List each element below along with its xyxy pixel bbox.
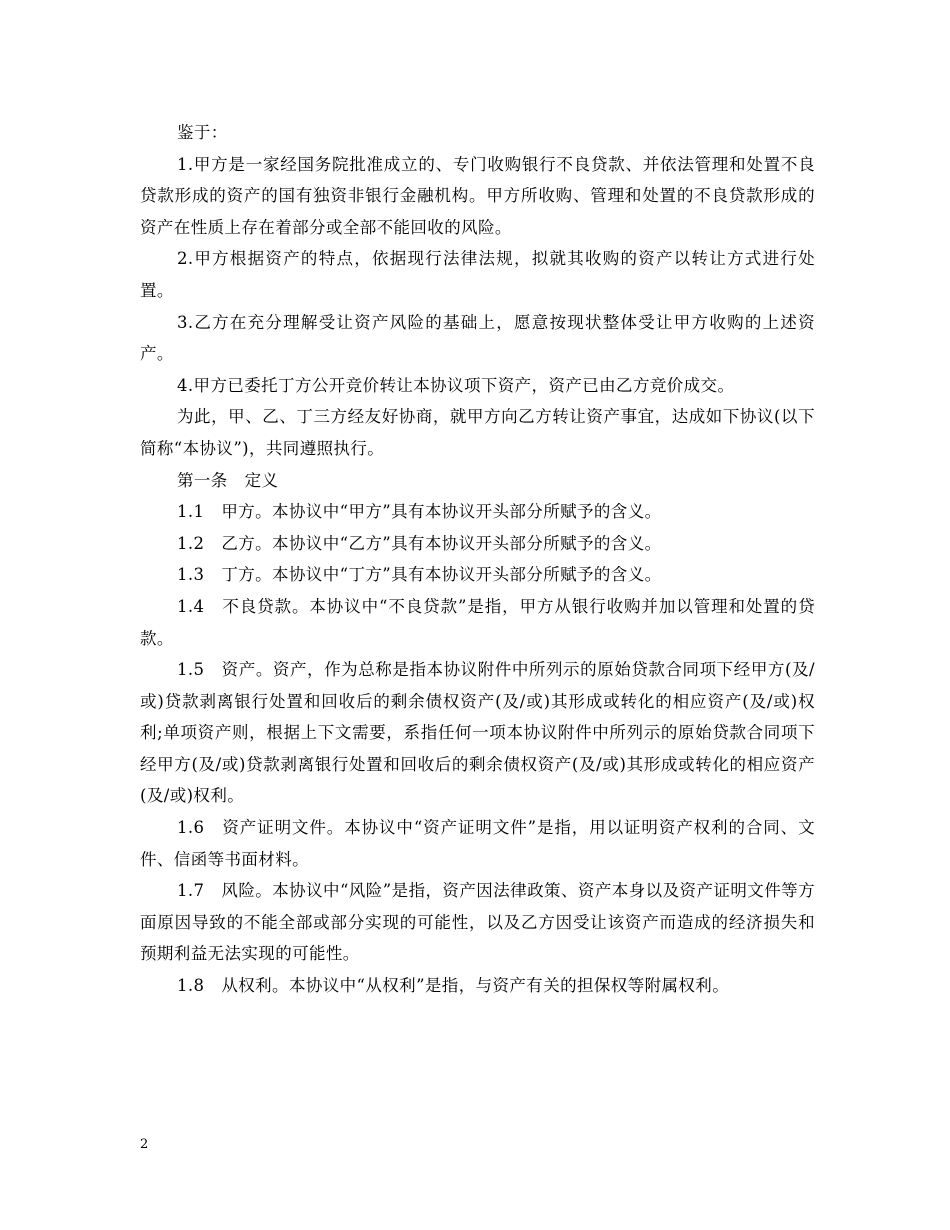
paragraph-recital-4: 4.甲方已委托丁方公开竞价转让本协议项下资产，资产已由乙方竞价成交。: [177, 375, 735, 395]
clause-1-7: 1.7 风险。本协议中“风险”是指，资产因法律政策、资产本身以及资产证明文件等方面原因导致的不能全部或部分实现的可能性，以及乙方因受让该资产而造成的经济损失和预期利益无法实现的可能性。: [140, 881, 815, 964]
clause-1-8: 1.8 从权利。本协议中“从权利”是指，与资产有关的担保权等附属权利。: [177, 976, 730, 996]
clause-1-1: 1.1 甲方。本协议中“甲方”具有本协议开头部分所赋予的含义。: [177, 502, 662, 522]
paragraph-recital-3: 3.乙方在充分理解受让资产风险的基础上，愿意按现状整体受让甲方收购的上述资产。: [140, 312, 815, 364]
clause-1-5: 1.5 资产。资产，作为总称是指本协议附件中所列示的原始贷款合同项下经甲方(及/或)贷款剥离银行处置和回收后的剩余债权资产(及/或)其形成或转化的相应资产(及/或)权利;单项资产则，根据上下文需要，系指任何一项本协议附件中所列示的原始贷款合同项下经甲方(及/或)贷款剥离银行处置和回收后的剩余债权资产(及/或)其形成或转化的相应资产(及/或)权利。: [140, 660, 815, 806]
page-number: 2: [140, 1137, 149, 1152]
clause-1-3: 1.3 丁方。本协议中“丁方”具有本协议开头部分所赋予的含义。: [177, 565, 662, 585]
paragraph-recital-2: 2.甲方根据资产的特点，依据现行法律法规，拟就其收购的资产以转让方式进行处置。: [140, 249, 815, 300]
clause-1-6: 1.6 资产证明文件。本协议中“资产证明文件”是指，用以证明资产权利的合同、文件、信函等书面材料。: [140, 818, 815, 869]
paragraph-agreement-intro: 为此，甲、乙、丁三方经友好协商，就甲方向乙方转让资产事宜，达成如下协议(以下简称“本协议”)，共同遵照执行。: [140, 407, 815, 458]
article-heading: 第一条 定义: [177, 470, 279, 490]
clause-1-2: 1.2 乙方。本协议中“乙方”具有本协议开头部分所赋予的含义。: [177, 533, 662, 553]
paragraph-recital-1: 1.甲方是一家经国务院批准成立的、专门收购银行不良贷款、并依法管理和处置不良贷款形成的资产的国有独资非银行金融机构。甲方所收购、管理和处置的不良贷款形成的资产在性质上存在着部分或全部不能回收的风险。: [140, 154, 815, 237]
paragraph-whereas: 鉴于：: [177, 123, 228, 142]
document-body: [140, 117, 815, 1002]
clause-1-4: 1.4 不良贷款。本协议中“不良贷款”是指，甲方从银行收购并加以管理和处置的贷款。: [140, 596, 815, 648]
